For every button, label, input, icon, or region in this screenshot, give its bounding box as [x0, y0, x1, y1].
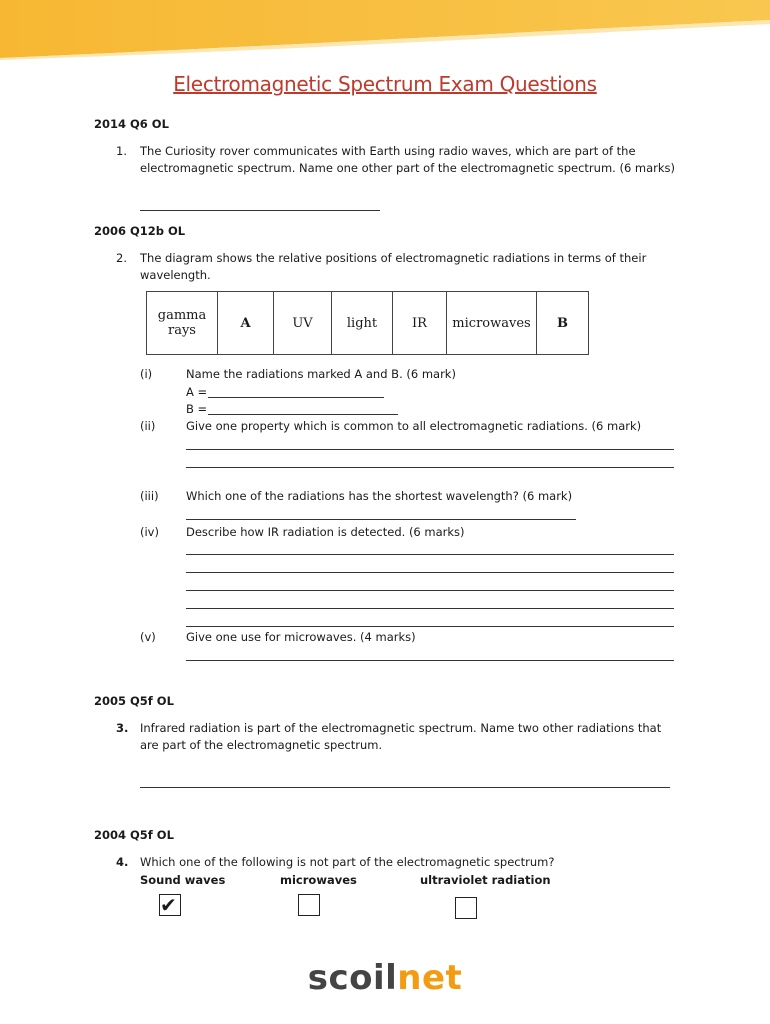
question-number: 4.: [116, 855, 129, 869]
part-label: (iii): [140, 489, 159, 503]
answer-line[interactable]: [140, 787, 670, 788]
question-text: Which one of the following is not part of the electromagnetic spectrum?: [140, 855, 555, 869]
checkbox-microwaves[interactable]: [298, 894, 320, 916]
spectrum-cell: light: [332, 292, 393, 355]
header-banner: [0, 0, 770, 60]
question-text: Infrared radiation is part of the electromagnetic spectrum. Name two other radiations that: [140, 721, 662, 735]
logo-text-net: net: [397, 958, 463, 998]
answer-b-label: B =: [186, 402, 208, 416]
answer-a-label: A =: [186, 385, 208, 399]
question-text: The Curiosity rover communicates with Earth using radio waves, which are part of the: [140, 144, 636, 158]
answer-line[interactable]: [140, 210, 380, 211]
answer-line[interactable]: [186, 467, 674, 468]
answer-line[interactable]: [186, 449, 674, 450]
spectrum-cell: gamma rays: [147, 292, 218, 355]
spectrum-cell: microwaves: [447, 292, 537, 355]
answer-line[interactable]: [186, 519, 576, 520]
checkbox-sound-waves[interactable]: [159, 894, 181, 916]
answer-line[interactable]: [186, 626, 674, 627]
part-text: Describe how IR radiation is detected. (6 marks): [186, 525, 465, 539]
spectrum-cell: IR: [393, 292, 447, 355]
answer-line[interactable]: [186, 660, 674, 661]
part-label: (i): [140, 367, 153, 381]
question-text: wavelength.: [140, 268, 211, 282]
part-text: Which one of the radiations has the shortest wavelength? (6 mark): [186, 489, 573, 503]
spectrum-diagram: [146, 291, 589, 355]
part-label: (ii): [140, 419, 156, 433]
question-text: electromagnetic spectrum. Name one other part of the electromagnetic spectrum. (6 marks): [140, 161, 676, 175]
answer-line[interactable]: [186, 590, 674, 591]
page-title: Electromagnetic Spectrum Exam Questions: [173, 72, 597, 96]
option-label-ultraviolet: ultraviolet radiation: [420, 873, 551, 887]
logo-text-scoil: scoil: [307, 958, 398, 998]
question-number: 1.: [116, 144, 127, 158]
question-text: The diagram shows the relative positions of electromagnetic radiations in terms of their: [140, 251, 647, 265]
question-number: 3.: [116, 721, 129, 735]
part-text: Give one property which is common to all electromagnetic radiations. (6 mark): [186, 419, 642, 433]
question-number: 2.: [116, 251, 127, 265]
scoilnet-logo: [0, 958, 770, 998]
answer-line[interactable]: [186, 572, 674, 573]
answer-line[interactable]: [186, 554, 674, 555]
option-label-microwaves: microwaves: [280, 873, 357, 887]
checkmark-icon: ✔: [160, 893, 177, 917]
part-text: Name the radiations marked A and B. (6 mark): [186, 367, 456, 381]
option-label-sound-waves: Sound waves: [140, 873, 226, 887]
answer-a-line[interactable]: [208, 397, 384, 398]
section-header: 2006 Q12b OL: [94, 224, 186, 238]
spectrum-cell: A: [218, 292, 274, 355]
section-header: 2014 Q6 OL: [94, 117, 169, 131]
checkbox-ultraviolet[interactable]: [455, 897, 477, 919]
part-label: (iv): [140, 525, 159, 539]
part-label: (v): [140, 630, 156, 644]
section-header: 2004 Q5f OL: [94, 828, 174, 842]
part-text: Give one use for microwaves. (4 marks): [186, 630, 416, 644]
section-header: 2005 Q5f OL: [94, 694, 174, 708]
answer-b-line[interactable]: [208, 414, 398, 415]
spectrum-cell: UV: [274, 292, 332, 355]
spectrum-cell: B: [537, 292, 589, 355]
answer-line[interactable]: [186, 608, 674, 609]
question-text: are part of the electromagnetic spectrum.: [140, 738, 383, 752]
